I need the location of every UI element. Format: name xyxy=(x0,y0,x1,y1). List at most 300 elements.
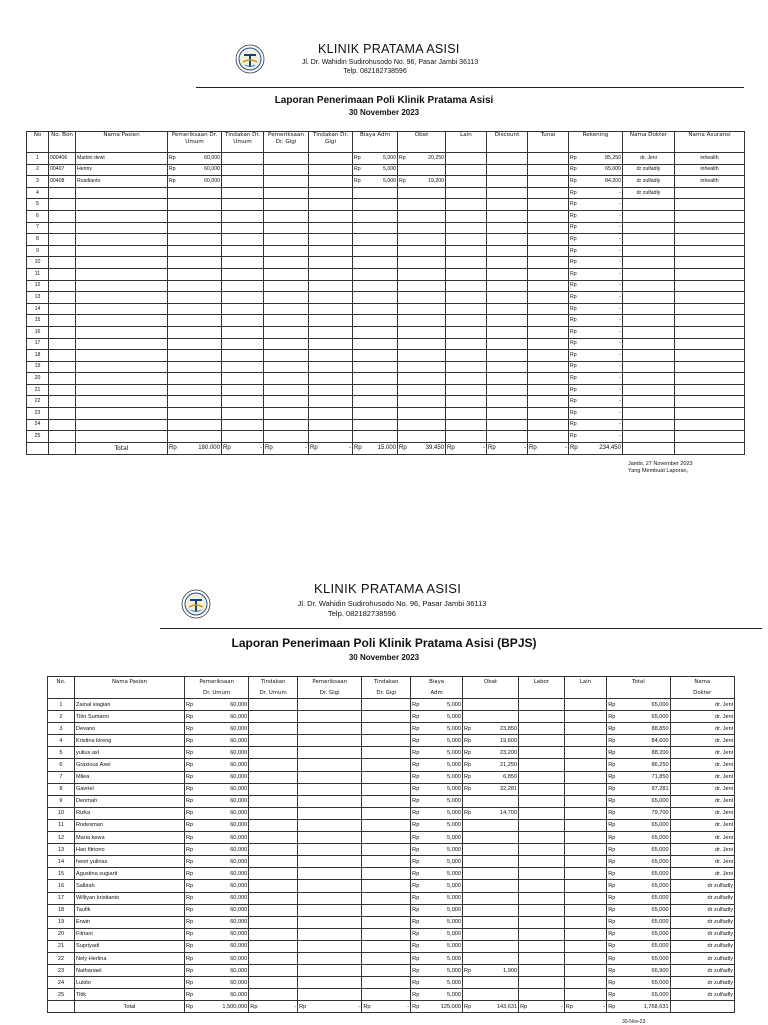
cell-no: 11 xyxy=(48,819,75,831)
col-subheader-nama-dokter: Dokter xyxy=(670,688,734,699)
cell-discount xyxy=(487,315,528,327)
currency-label: Rp xyxy=(464,737,472,744)
amount-value: - xyxy=(619,386,621,393)
cell-nama-asuransi xyxy=(675,373,745,385)
amount-value: - xyxy=(619,305,621,312)
cell-nama-dokter: dr zulfadly xyxy=(670,965,734,977)
cell-tindakan-umum xyxy=(222,210,264,222)
col-header-nama-pasien: Nama Pasien xyxy=(76,132,168,153)
cell-pemeriksaan-gigi xyxy=(264,396,309,408)
currency-label: Rp xyxy=(185,701,194,708)
cell-nama-pasien xyxy=(76,431,168,443)
cell-labor xyxy=(519,735,565,747)
cell-lain xyxy=(446,268,487,280)
amount-value: - xyxy=(349,444,351,451)
cell-no-bon xyxy=(49,187,76,199)
currency-label: Rp xyxy=(185,834,194,841)
cell-obat xyxy=(398,315,446,327)
cell-tunai xyxy=(528,350,569,362)
currency-label: Rp xyxy=(412,870,420,877)
table-row xyxy=(27,431,745,443)
cell-biaya-adm xyxy=(353,419,398,431)
cell-nama-pasien xyxy=(76,187,168,199)
cell-pemeriksaan-umum xyxy=(184,759,248,771)
cell-lain xyxy=(446,419,487,431)
cell-tunai xyxy=(528,245,569,257)
cell-pemeriksaan-umum xyxy=(168,350,222,362)
cell-tunai xyxy=(528,210,569,222)
cell-rekening-wrap xyxy=(570,154,621,163)
total-cell-no xyxy=(27,442,49,454)
cell-no: 9 xyxy=(27,245,49,257)
cell-lain xyxy=(564,916,607,928)
cell-nama-pasien xyxy=(76,315,168,327)
cell-total xyxy=(607,952,670,964)
cell-biaya-adm xyxy=(353,280,398,292)
cell-tindakan-umum xyxy=(249,989,298,1001)
cell-total-wrap xyxy=(608,954,668,964)
cell-nama-dokter xyxy=(623,361,675,373)
cell-biaya-adm xyxy=(353,350,398,362)
cell-pemeriksaan-umum xyxy=(168,245,222,257)
col-header-tindakan-umum: Tindakan xyxy=(249,677,298,688)
cell-pemeriksaan-gigi xyxy=(264,338,309,350)
cell-nama-dokter: dr. Jeni xyxy=(670,759,734,771)
total-cell-adm xyxy=(411,1001,463,1013)
cell-lain xyxy=(446,234,487,246)
currency-label: Rp xyxy=(608,762,616,769)
cell-nama-pasien: yulius axl xyxy=(74,747,184,759)
currency-label: Rp xyxy=(608,822,616,829)
cell-obat xyxy=(398,257,446,269)
cell-nama-asuransi xyxy=(675,361,745,373)
cell-total xyxy=(607,747,670,759)
cell-tindakan-umum xyxy=(249,880,298,892)
cell-nama-asuransi xyxy=(675,408,745,420)
cell-tindakan-umum xyxy=(222,153,264,165)
cell-nama-asuransi xyxy=(675,419,745,431)
cell-pemeriksaan-gigi xyxy=(298,880,362,892)
cell-lain xyxy=(564,940,607,952)
amount-value: - xyxy=(619,270,621,277)
cell-discount xyxy=(487,210,528,222)
currency-label: Rp xyxy=(608,713,616,720)
cell-nama-asuransi xyxy=(675,199,745,211)
cell-tindakan-gigi xyxy=(362,832,411,844)
cell-obat xyxy=(463,819,519,831)
table-row xyxy=(27,384,745,396)
clinic-logo-2 xyxy=(180,585,212,623)
cell-tindakan-umum xyxy=(249,892,298,904)
cell-pemeriksaan-umum xyxy=(168,268,222,280)
cell-biaya-adm xyxy=(411,880,463,892)
currency-label: Rp xyxy=(399,154,406,161)
cell-pemeriksaan-gigi xyxy=(264,384,309,396)
col-header-nama-dokter: Nama xyxy=(670,677,734,688)
amount-value: 60,000 xyxy=(230,774,248,781)
cell-no-bon xyxy=(49,210,76,222)
cell-tunai xyxy=(528,303,569,315)
amount-value: - xyxy=(305,444,307,451)
cell-tunai xyxy=(528,431,569,443)
cell-lain xyxy=(564,977,607,989)
cell-lain xyxy=(446,303,487,315)
amount-value: 5,000 xyxy=(447,810,462,817)
currency-label: Rp xyxy=(608,943,616,950)
cell-total xyxy=(607,868,670,880)
cell-nama-pasien: Titik xyxy=(74,989,184,1001)
cell-tunai xyxy=(528,280,569,292)
amount-value: 5,000 xyxy=(447,979,462,986)
cell-total xyxy=(607,856,670,868)
cell-biaya-adm-wrap xyxy=(412,917,461,927)
cell-lain xyxy=(446,350,487,362)
cell-nama-dokter: dr. Jeni xyxy=(623,153,675,165)
cell-tindakan-umum xyxy=(249,759,298,771)
cell-tindakan-gigi xyxy=(309,153,353,165)
total-cell-lain xyxy=(564,1001,607,1013)
cell-total xyxy=(607,844,670,856)
currency-label: Rp xyxy=(412,907,420,914)
total-cell-tindakan-umum-wrap xyxy=(250,1002,296,1012)
currency-label: Rp xyxy=(412,713,420,720)
cell-total-wrap xyxy=(608,772,668,782)
cell-biaya-adm-wrap xyxy=(412,978,461,988)
cell-rekening xyxy=(569,176,623,188)
cell-pemeriksaan-gigi xyxy=(298,892,362,904)
cell-discount xyxy=(487,419,528,431)
cell-biaya-adm-wrap xyxy=(412,845,461,855)
cell-total-wrap xyxy=(608,820,668,830)
cell-rekening xyxy=(569,373,623,385)
cell-biaya-adm-wrap xyxy=(412,990,461,1000)
cell-lain xyxy=(564,759,607,771)
cell-nama-dokter xyxy=(623,280,675,292)
amount-value: 32,281 xyxy=(499,786,518,793)
amount-value: 60,000 xyxy=(230,919,248,926)
amount-value: 1,768,631 xyxy=(643,1003,669,1010)
amount-value: 5,000 xyxy=(447,846,462,853)
cell-pemeriksaan-gigi xyxy=(298,759,362,771)
cell-labor xyxy=(519,747,565,759)
cell-labor xyxy=(519,952,565,964)
cell-biaya-adm-wrap xyxy=(412,748,461,758)
cell-nama-dokter xyxy=(623,257,675,269)
currency-label: Rp xyxy=(565,1003,573,1010)
cell-biaya-adm xyxy=(353,199,398,211)
cell-no-bon xyxy=(49,396,76,408)
cell-pemeriksaan-gigi xyxy=(264,176,309,188)
cell-pemeriksaan-gigi xyxy=(298,856,362,868)
cell-pemeriksaan-umum xyxy=(184,795,248,807)
cell-total xyxy=(607,771,670,783)
total-cell-discount-wrap xyxy=(488,444,526,453)
cell-biaya-adm xyxy=(353,268,398,280)
table-row xyxy=(27,164,745,176)
cell-tindakan-umum xyxy=(222,176,264,188)
table-row xyxy=(27,338,745,350)
report-title-2: Laporan Penerimaan Poli Klinik Pratama Asisi (BPJS) xyxy=(231,636,537,650)
cell-biaya-adm-wrap xyxy=(412,760,461,770)
amount-value: - xyxy=(260,444,262,451)
cell-total-wrap xyxy=(608,917,668,927)
cell-tindakan-gigi xyxy=(309,396,353,408)
cell-nama-dokter: dr. Jeni xyxy=(670,771,734,783)
cell-obat xyxy=(398,164,446,176)
cell-pemeriksaan-umum-wrap xyxy=(186,990,247,1000)
cell-rekening-wrap xyxy=(570,409,621,418)
cell-total-wrap xyxy=(608,929,668,939)
cell-biaya-adm-wrap xyxy=(412,893,461,903)
cell-no-bon xyxy=(49,222,76,234)
cell-obat xyxy=(398,222,446,234)
cell-discount xyxy=(487,245,528,257)
total-row xyxy=(27,442,745,454)
cell-discount xyxy=(487,373,528,385)
cell-tindakan-gigi xyxy=(309,210,353,222)
cell-tindakan-umum xyxy=(249,711,298,723)
cell-lain xyxy=(564,735,607,747)
currency-label: Rp xyxy=(412,919,420,926)
cell-nama-dokter: dr. Jeni xyxy=(670,783,734,795)
cell-nama-pasien xyxy=(76,361,168,373)
amount-value: 5,000 xyxy=(383,177,396,184)
cell-pemeriksaan-umum xyxy=(184,783,248,795)
cell-obat xyxy=(463,916,519,928)
cell-total-wrap xyxy=(608,833,668,843)
cell-biaya-adm xyxy=(411,819,463,831)
cell-obat xyxy=(398,245,446,257)
currency-label: Rp xyxy=(412,931,420,938)
cell-tindakan-umum xyxy=(222,164,264,176)
cell-nama-pasien xyxy=(76,326,168,338)
cell-biaya-adm xyxy=(353,222,398,234)
cell-nama-dokter xyxy=(623,245,675,257)
cell-tindakan-umum xyxy=(222,373,264,385)
cell-pemeriksaan-umum xyxy=(168,234,222,246)
amount-value: 23,200 xyxy=(499,749,518,756)
cell-tindakan-gigi xyxy=(362,711,411,723)
cell-rekening xyxy=(569,164,623,176)
cell-labor xyxy=(519,783,565,795)
cell-lain xyxy=(564,904,607,916)
cell-pemeriksaan-umum xyxy=(184,952,248,964)
amount-value: 65,000 xyxy=(651,931,669,938)
amount-value: 60,000 xyxy=(230,810,248,817)
cell-nama-pasien xyxy=(76,419,168,431)
cell-nama-dokter xyxy=(623,210,675,222)
currency-label: Rp xyxy=(608,846,616,853)
amount-value: - xyxy=(619,375,621,382)
cell-no: 15 xyxy=(48,868,75,880)
cell-obat xyxy=(463,952,519,964)
cell-biaya-adm xyxy=(411,771,463,783)
cell-biaya-adm-wrap xyxy=(412,784,461,794)
cell-nama-asuransi: inhealth xyxy=(675,164,745,176)
cell-pemeriksaan-gigi xyxy=(298,735,362,747)
cell-biaya-adm xyxy=(353,373,398,385)
cell-lain xyxy=(564,832,607,844)
table-row xyxy=(27,361,745,373)
cell-nama-dokter xyxy=(623,350,675,362)
total-label: Total xyxy=(74,1001,184,1013)
amount-value: 5,000 xyxy=(447,774,462,781)
table-row xyxy=(27,153,745,165)
amount-value: 65,000 xyxy=(651,882,669,889)
cell-tindakan-gigi xyxy=(309,257,353,269)
total-cell-adm xyxy=(353,442,398,454)
amount-value: 5,000 xyxy=(447,762,462,769)
cell-labor xyxy=(519,977,565,989)
cell-obat xyxy=(463,723,519,735)
cell-pemeriksaan-umum xyxy=(168,384,222,396)
cell-pemeriksaan-umum xyxy=(168,153,222,165)
cell-obat-wrap xyxy=(464,784,517,794)
cell-rekening xyxy=(569,153,623,165)
cell-pemeriksaan-umum xyxy=(168,257,222,269)
cell-nama-asuransi xyxy=(675,210,745,222)
cell-obat-wrap xyxy=(464,724,517,734)
cell-nama-pasien: Lukito xyxy=(74,977,184,989)
currency-label: Rp xyxy=(223,444,231,451)
amount-value: - xyxy=(619,421,621,428)
currency-label: Rp xyxy=(169,154,176,161)
currency-label: Rp xyxy=(608,967,616,974)
cell-nama-asuransi xyxy=(675,245,745,257)
cell-pemeriksaan-umum xyxy=(168,431,222,443)
cell-tindakan-umum xyxy=(249,699,298,711)
col-header-tunai: Tunai xyxy=(528,132,569,153)
table-row xyxy=(27,292,745,304)
cell-biaya-adm xyxy=(353,338,398,350)
cell-total-wrap xyxy=(608,966,668,976)
cell-pemeriksaan-umum-wrap xyxy=(186,881,247,891)
cell-tindakan-gigi xyxy=(362,771,411,783)
cell-tindakan-umum xyxy=(249,856,298,868)
currency-label: Rp xyxy=(570,201,577,208)
cell-labor xyxy=(519,989,565,1001)
cell-lain xyxy=(446,187,487,199)
cell-no: 3 xyxy=(48,723,75,735)
currency-label: Rp xyxy=(570,340,577,347)
cell-biaya-adm-wrap xyxy=(412,966,461,976)
currency-label: Rp xyxy=(447,444,455,451)
cell-obat xyxy=(463,711,519,723)
cell-tindakan-gigi xyxy=(362,807,411,819)
amount-value: - xyxy=(524,444,526,451)
cell-biaya-adm-wrap xyxy=(412,712,461,722)
cell-nama-asuransi xyxy=(675,292,745,304)
amount-value: - xyxy=(565,444,567,451)
cell-tindakan-umum xyxy=(249,977,298,989)
cell-obat xyxy=(463,928,519,940)
amount-value: 84,200 xyxy=(605,177,621,184)
cell-biaya-adm xyxy=(411,759,463,771)
table-row xyxy=(48,699,735,711)
currency-label: Rp xyxy=(354,444,362,451)
cell-nama-asuransi xyxy=(675,338,745,350)
cell-total xyxy=(607,807,670,819)
cell-tunai xyxy=(528,361,569,373)
col-header-nama-asuransi: Nama Asuransi xyxy=(675,132,745,153)
cell-tindakan-gigi xyxy=(362,928,411,940)
cell-pemeriksaan-gigi xyxy=(298,711,362,723)
cell-pemeriksaan-umum xyxy=(184,844,248,856)
cell-no-bon xyxy=(49,361,76,373)
currency-label: Rp xyxy=(363,1003,371,1010)
table-row xyxy=(27,396,745,408)
cell-tindakan-umum xyxy=(222,431,264,443)
amount-value: 60,000 xyxy=(230,701,248,708)
currency-label: Rp xyxy=(570,235,577,242)
cell-pemeriksaan-gigi xyxy=(264,431,309,443)
currency-label: Rp xyxy=(185,762,194,769)
cell-nama-pasien: Supriyadi xyxy=(74,940,184,952)
cell-labor xyxy=(519,711,565,723)
amount-value: 65,000 xyxy=(651,979,669,986)
cell-biaya-adm xyxy=(353,384,398,396)
cell-tindakan-gigi xyxy=(362,783,411,795)
cell-nama-dokter: dr zulfadly xyxy=(670,952,734,964)
cell-labor xyxy=(519,723,565,735)
table-row xyxy=(48,747,735,759)
cell-nama-pasien xyxy=(76,338,168,350)
cell-no: 1 xyxy=(27,153,49,165)
cell-tindakan-gigi xyxy=(362,868,411,880)
cell-tunai xyxy=(528,419,569,431)
amount-value: 23,850 xyxy=(499,725,518,732)
amount-value: 6,850 xyxy=(503,774,518,781)
currency-label: Rp xyxy=(570,305,577,312)
cell-tindakan-gigi xyxy=(309,234,353,246)
cell-discount xyxy=(487,280,528,292)
cell-rekening xyxy=(569,222,623,234)
cell-discount xyxy=(487,350,528,362)
currency-label: Rp xyxy=(464,774,472,781)
cell-tindakan-gigi xyxy=(362,952,411,964)
cell-labor xyxy=(519,819,565,831)
cell-discount xyxy=(487,257,528,269)
table-row xyxy=(48,892,735,904)
cell-tindakan-umum xyxy=(222,419,264,431)
col-header-nama-pasien: Nama Pasien xyxy=(74,677,184,688)
cell-lain xyxy=(446,384,487,396)
cell-tunai xyxy=(528,187,569,199)
cell-no: 13 xyxy=(27,292,49,304)
col-subheader-pemeriksaan-gigi: Dr. Gigi xyxy=(298,688,362,699)
amount-value: 97,281 xyxy=(651,786,669,793)
cell-lain xyxy=(564,771,607,783)
amount-value: - xyxy=(603,1003,606,1010)
cell-nama-pasien: Erwin xyxy=(74,916,184,928)
cell-pemeriksaan-umum-wrap xyxy=(186,941,247,951)
cell-pemeriksaan-umum xyxy=(184,771,248,783)
currency-label: Rp xyxy=(185,967,194,974)
cell-tunai xyxy=(528,176,569,188)
cell-lain xyxy=(446,431,487,443)
cell-nama-asuransi xyxy=(675,384,745,396)
cell-tunai xyxy=(528,268,569,280)
cell-rekening-wrap xyxy=(570,247,621,256)
cell-pemeriksaan-umum-wrap xyxy=(186,772,247,782)
cell-nama-dokter: dr. Jeni xyxy=(670,807,734,819)
cell-tindakan-gigi xyxy=(309,268,353,280)
cell-tindakan-umum xyxy=(222,268,264,280)
cell-nama-pasien: Derimah xyxy=(74,795,184,807)
cell-tunai xyxy=(528,153,569,165)
cell-tindakan-gigi xyxy=(362,819,411,831)
report-title: Laporan Penerimaan Poli Klinik Pratama Asisi xyxy=(274,95,494,106)
